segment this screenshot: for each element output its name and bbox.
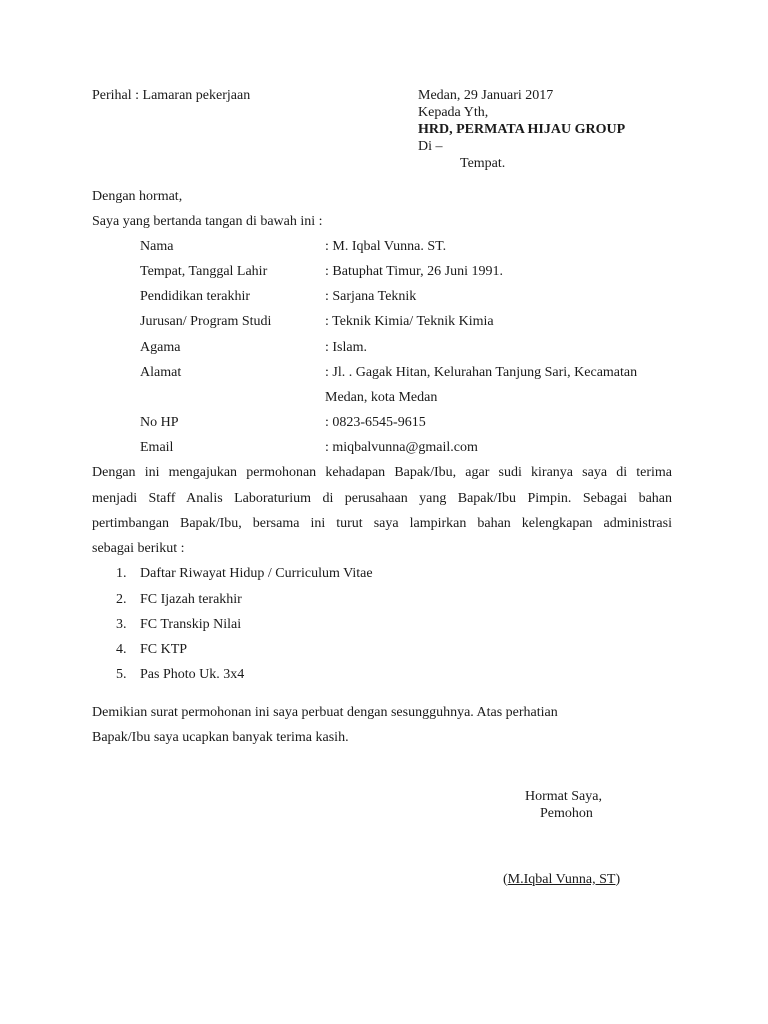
signature-name: M.Iqbal Vunna, ST <box>507 872 616 887</box>
closing-line: Demikian surat permohonan ini saya perbuat dengan sesungguhnya. Atas perhatian <box>92 705 558 720</box>
list-number: 3. <box>116 617 127 632</box>
list-item: FC KTP <box>140 642 188 657</box>
to-line: Kepada Yth, <box>418 105 489 120</box>
field-label-alamat: Alamat <box>140 365 182 380</box>
field-value-jurusan: : Teknik Kimia/ Teknik Kimia <box>325 314 494 329</box>
field-label-agama: Agama <box>140 340 181 355</box>
field-label-email: Email <box>140 440 174 455</box>
field-value-ttl: : Batuphat Timur, 26 Juni 1991. <box>325 264 503 279</box>
field-label-pendidikan: Pendidikan terakhir <box>140 289 251 304</box>
list-number: 1. <box>116 566 127 581</box>
field-value-agama: : Islam. <box>325 340 367 355</box>
closing-line: Bapak/Ibu saya ucapkan banyak terima kasih. <box>92 730 349 745</box>
paragraph-line: menjadi Staff Analis Laboraturium di perusahaan yang Bapak/Ibu Pimpin. Sebagai bahan <box>92 491 672 506</box>
field-label-jurusan: Jurusan/ Program Studi <box>140 314 272 329</box>
recipient-name: HRD, PERMATA HIJAU GROUP <box>418 122 626 137</box>
signature-open-paren: ( <box>503 872 508 887</box>
location-line: Di – <box>418 139 443 154</box>
paragraph-line: pertimbangan Bapak/Ibu, bersama ini turut saya lampirkan bahan kelengkapan administrasi <box>92 516 672 531</box>
place-line: Tempat. <box>460 156 506 171</box>
field-value-nama: : M. Iqbal Vunna. ST. <box>325 239 447 254</box>
list-item: Pas Photo Uk. 3x4 <box>140 667 245 682</box>
list-number: 4. <box>116 642 127 657</box>
signature-name-line <box>503 873 620 887</box>
letter-date: Medan, 29 Januari 2017 <box>418 88 554 103</box>
paragraph-line-last: sebagai berikut : <box>92 541 185 556</box>
field-value-alamat: : Jl. . Gagak Hitan, Kelurahan Tanjung Sari, Kecamatan <box>325 365 638 380</box>
greeting: Dengan hormat, <box>92 189 183 204</box>
list-item: Daftar Riwayat Hidup / Curriculum Vitae <box>140 566 373 581</box>
field-value-nohp: : 0823-6545-9615 <box>325 415 426 430</box>
list-number: 5. <box>116 667 127 682</box>
signature-role: Pemohon <box>540 806 593 821</box>
field-value-email: : miqbalvunna@gmail.com <box>325 440 478 455</box>
field-label-nama: Nama <box>140 239 174 254</box>
paragraph-line: Dengan ini mengajukan permohonan kehadapan Bapak/Ibu, agar sudi kiranya saya di terima <box>92 465 672 480</box>
list-number: 2. <box>116 592 127 607</box>
subject-line: Perihal : Lamaran pekerjaan <box>92 88 251 103</box>
signature-close-paren: ) <box>615 872 621 887</box>
field-label-nohp: No HP <box>140 415 179 430</box>
field-value-pendidikan: : Sarjana Teknik <box>325 289 417 304</box>
field-label-ttl: Tempat, Tanggal Lahir <box>140 264 268 279</box>
list-item: FC Transkip Nilai <box>140 617 242 632</box>
field-value-alamat-cont: Medan, kota Medan <box>325 390 438 405</box>
signature-regards: Hormat Saya, <box>525 789 602 804</box>
list-item: FC Ijazah terakhir <box>140 592 242 607</box>
intro-line: Saya yang bertanda tangan di bawah ini : <box>92 214 323 229</box>
